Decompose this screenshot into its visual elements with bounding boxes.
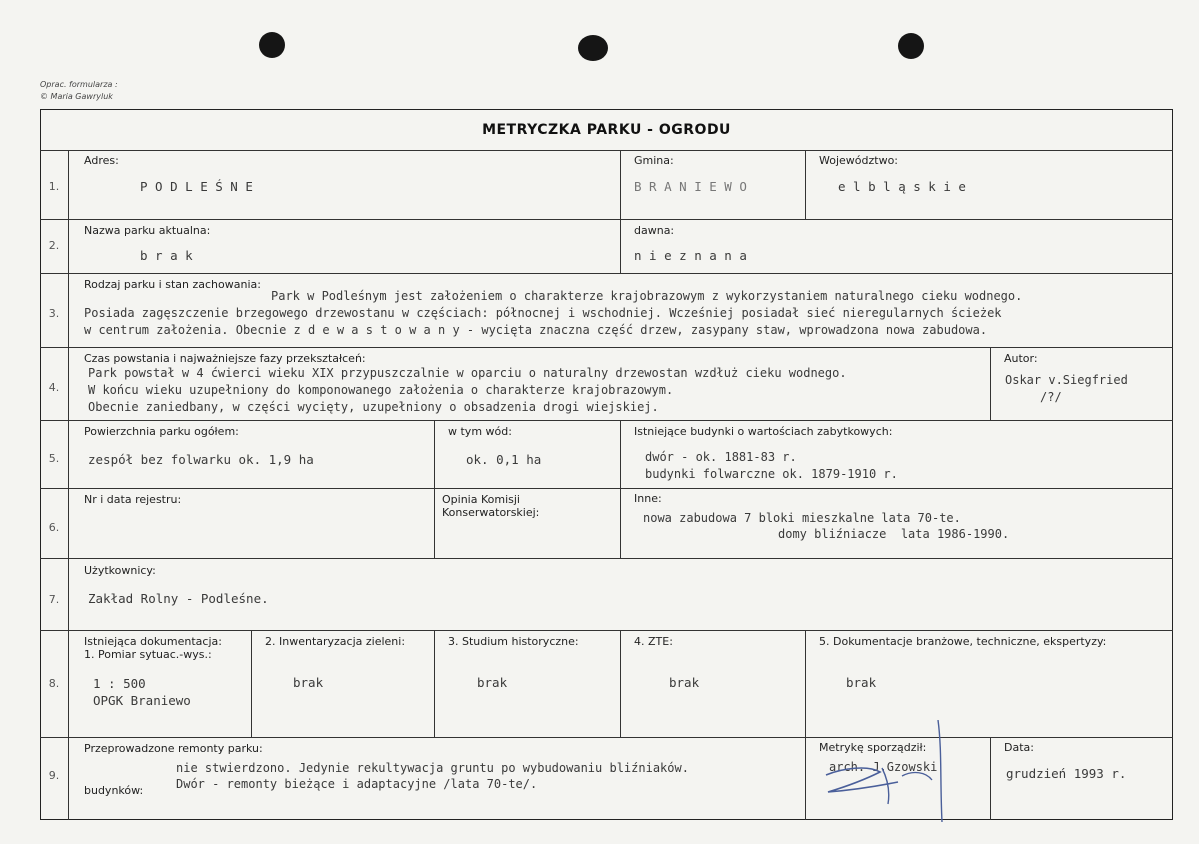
rule: [805, 630, 806, 737]
area-label: Powierzchnia parku ogółem:: [84, 425, 239, 438]
address-value: P O D L E Ś N E: [140, 179, 253, 194]
survey-scale-value: 1 : 500: [93, 676, 146, 691]
row-number: 6.: [48, 521, 60, 534]
rule: [990, 737, 991, 820]
park-type-line: Park w Podleśnym jest założeniem o charakterze krajobrazowym z wykorzystaniem naturalnego cieku wodnego.: [271, 289, 1023, 303]
park-name-label: Nazwa parku aktualna:: [84, 224, 211, 237]
other-label: Inne:: [634, 492, 662, 505]
renovations-value: nie stwierdzono. Jedynie rekultywacja gruntu po wybudowaniu bliźniaków.: [176, 761, 689, 775]
greenery-inventory-value: brak: [293, 675, 324, 690]
rule: [40, 273, 1173, 274]
row-number: 5.: [48, 452, 60, 465]
author-value-note: /?/: [1040, 390, 1062, 404]
park-name-value: b r a k: [140, 248, 193, 263]
water-value: ok. 0,1 ha: [466, 452, 542, 467]
handwritten-signature: [818, 720, 948, 824]
park-type-line: w centrum założenia. Obecnie z d e w a s t o w a n y - wycięta znaczna część drzew, zasypany staw, wprowadzona nowa zabudowa.: [84, 323, 988, 337]
buildings-value: budynki folwarczne ok. 1879-1910 r.: [645, 467, 898, 481]
users-label: Użytkownicy:: [84, 564, 156, 577]
rule: [40, 347, 1173, 348]
row-number: 4.: [48, 381, 60, 394]
buildings-value: dwór - ok. 1881-83 r.: [645, 450, 797, 464]
rule: [805, 150, 806, 219]
gmina-label: Gmina:: [634, 154, 674, 167]
rule: [40, 150, 1173, 151]
other-value: nowa zabudowa 7 bloki mieszkalne lata 70-te.: [643, 511, 961, 525]
prepared-by-label: Metrykę sporządził:: [819, 741, 927, 754]
rule: [40, 737, 1173, 738]
rule: [40, 558, 1173, 559]
rule: [40, 219, 1173, 220]
historical-study-value: brak: [477, 675, 508, 690]
gmina-value: B R A N I E W O: [634, 179, 747, 194]
documentation-label: Istniejąca dokumentacja:: [84, 635, 222, 648]
author-label: Autor:: [1004, 352, 1038, 365]
punch-hole-left: [259, 32, 285, 58]
buildings-label: Istniejące budynki o wartościach zabytkowych:: [634, 425, 893, 438]
form-credit-line2: © Maria Gawryluk: [40, 92, 113, 101]
rule: [40, 420, 1173, 421]
historical-study-label: 3. Studium historyczne:: [448, 635, 579, 648]
renovations-label: Przeprowadzone remonty parku:: [84, 742, 263, 755]
rule: [620, 150, 621, 219]
row-number: 7.: [48, 593, 60, 606]
area-value: zespół bez folwarku ok. 1,9 ha: [88, 452, 314, 467]
history-line: Obecnie zaniedbany, w części wycięty, uzupełniony o obsadzenia drogi wiejskiej.: [88, 400, 659, 414]
buildings-renovations-label: budynków:: [84, 784, 144, 797]
other-value: domy bliźniacze lata 1986-1990.: [778, 527, 1010, 541]
rule: [805, 737, 806, 820]
voivodeship-label: Województwo:: [819, 154, 899, 167]
form-credit-line1: Oprac. formularza :: [40, 80, 118, 89]
row-number: 2.: [48, 239, 60, 252]
date-label: Data:: [1004, 741, 1034, 754]
rule: [620, 420, 621, 558]
history-line: W końcu wieku uzupełniony do komponowanego założenia o charakterze krajobrazowym.: [88, 383, 674, 397]
rule: [68, 150, 69, 820]
users-value: Zakład Rolny - Podleśne.: [88, 591, 269, 606]
row-number: 8.: [48, 677, 60, 690]
survey-label: 1. Pomiar sytuac.-wys.:: [84, 648, 212, 661]
punch-hole-center: [578, 35, 608, 61]
buildings-renovations-value: Dwór - remonty bieżące i adaptacyjne /lata 70-te/.: [176, 777, 538, 791]
row-number: 9.: [48, 769, 60, 782]
greenery-inventory-label: 2. Inwentaryzacja zieleni:: [265, 635, 406, 648]
address-label: Adres:: [84, 154, 119, 167]
technical-docs-label: 5. Dokumentacje branżowe, techniczne, ekspertyzy:: [819, 635, 1107, 648]
register-label: Nr i data rejestru:: [84, 493, 182, 506]
rule: [990, 347, 991, 420]
author-value: Oskar v.Siegfried: [1005, 373, 1128, 387]
row-number: 1.: [48, 180, 60, 193]
former-name-label: dawna:: [634, 224, 675, 237]
rule: [434, 630, 435, 737]
zte-value: brak: [669, 675, 700, 690]
form-title: METRYCZKA PARKU - OGRODU: [482, 122, 731, 138]
park-type-label: Rodzaj parku i stan zachowania:: [84, 278, 261, 291]
punch-hole-right: [898, 33, 924, 59]
commission-opinion-label: Konserwatorskiej:: [442, 506, 540, 519]
park-type-line: Posiada zagęszczenie brzegowego drzewostanu w częściach: północnej i wschodniej. Wcześniej posiadał sieć nieregularnych ścieżek: [84, 306, 1002, 320]
water-label: w tym wód:: [448, 425, 512, 438]
rule: [434, 420, 435, 558]
history-label: Czas powstania i najważniejsze fazy przekształceń:: [84, 352, 366, 365]
survey-author-value: OPGK Braniewo: [93, 693, 191, 708]
history-line: Park powstał w 4 ćwierci wieku XIX przypuszczalnie w oparciu o naturalny drzewostan wzdłuż cieku wodnego.: [88, 366, 847, 380]
rule: [251, 630, 252, 737]
technical-docs-value: brak: [846, 675, 877, 690]
zte-label: 4. ZTE:: [634, 635, 673, 648]
rule: [620, 219, 621, 273]
date-value: grudzień 1993 r.: [1006, 766, 1127, 781]
rule: [40, 488, 1173, 489]
row-number: 3.: [48, 307, 60, 320]
rule: [620, 630, 621, 737]
voivodeship-value: e l b l ą s k i e: [838, 179, 966, 194]
commission-opinion-label: Opinia Komisji: [442, 493, 520, 506]
prepared-by-value: arch. J.Gzowski: [829, 760, 938, 774]
rule: [40, 630, 1173, 631]
former-name-value: n i e z n a n a: [634, 248, 747, 263]
